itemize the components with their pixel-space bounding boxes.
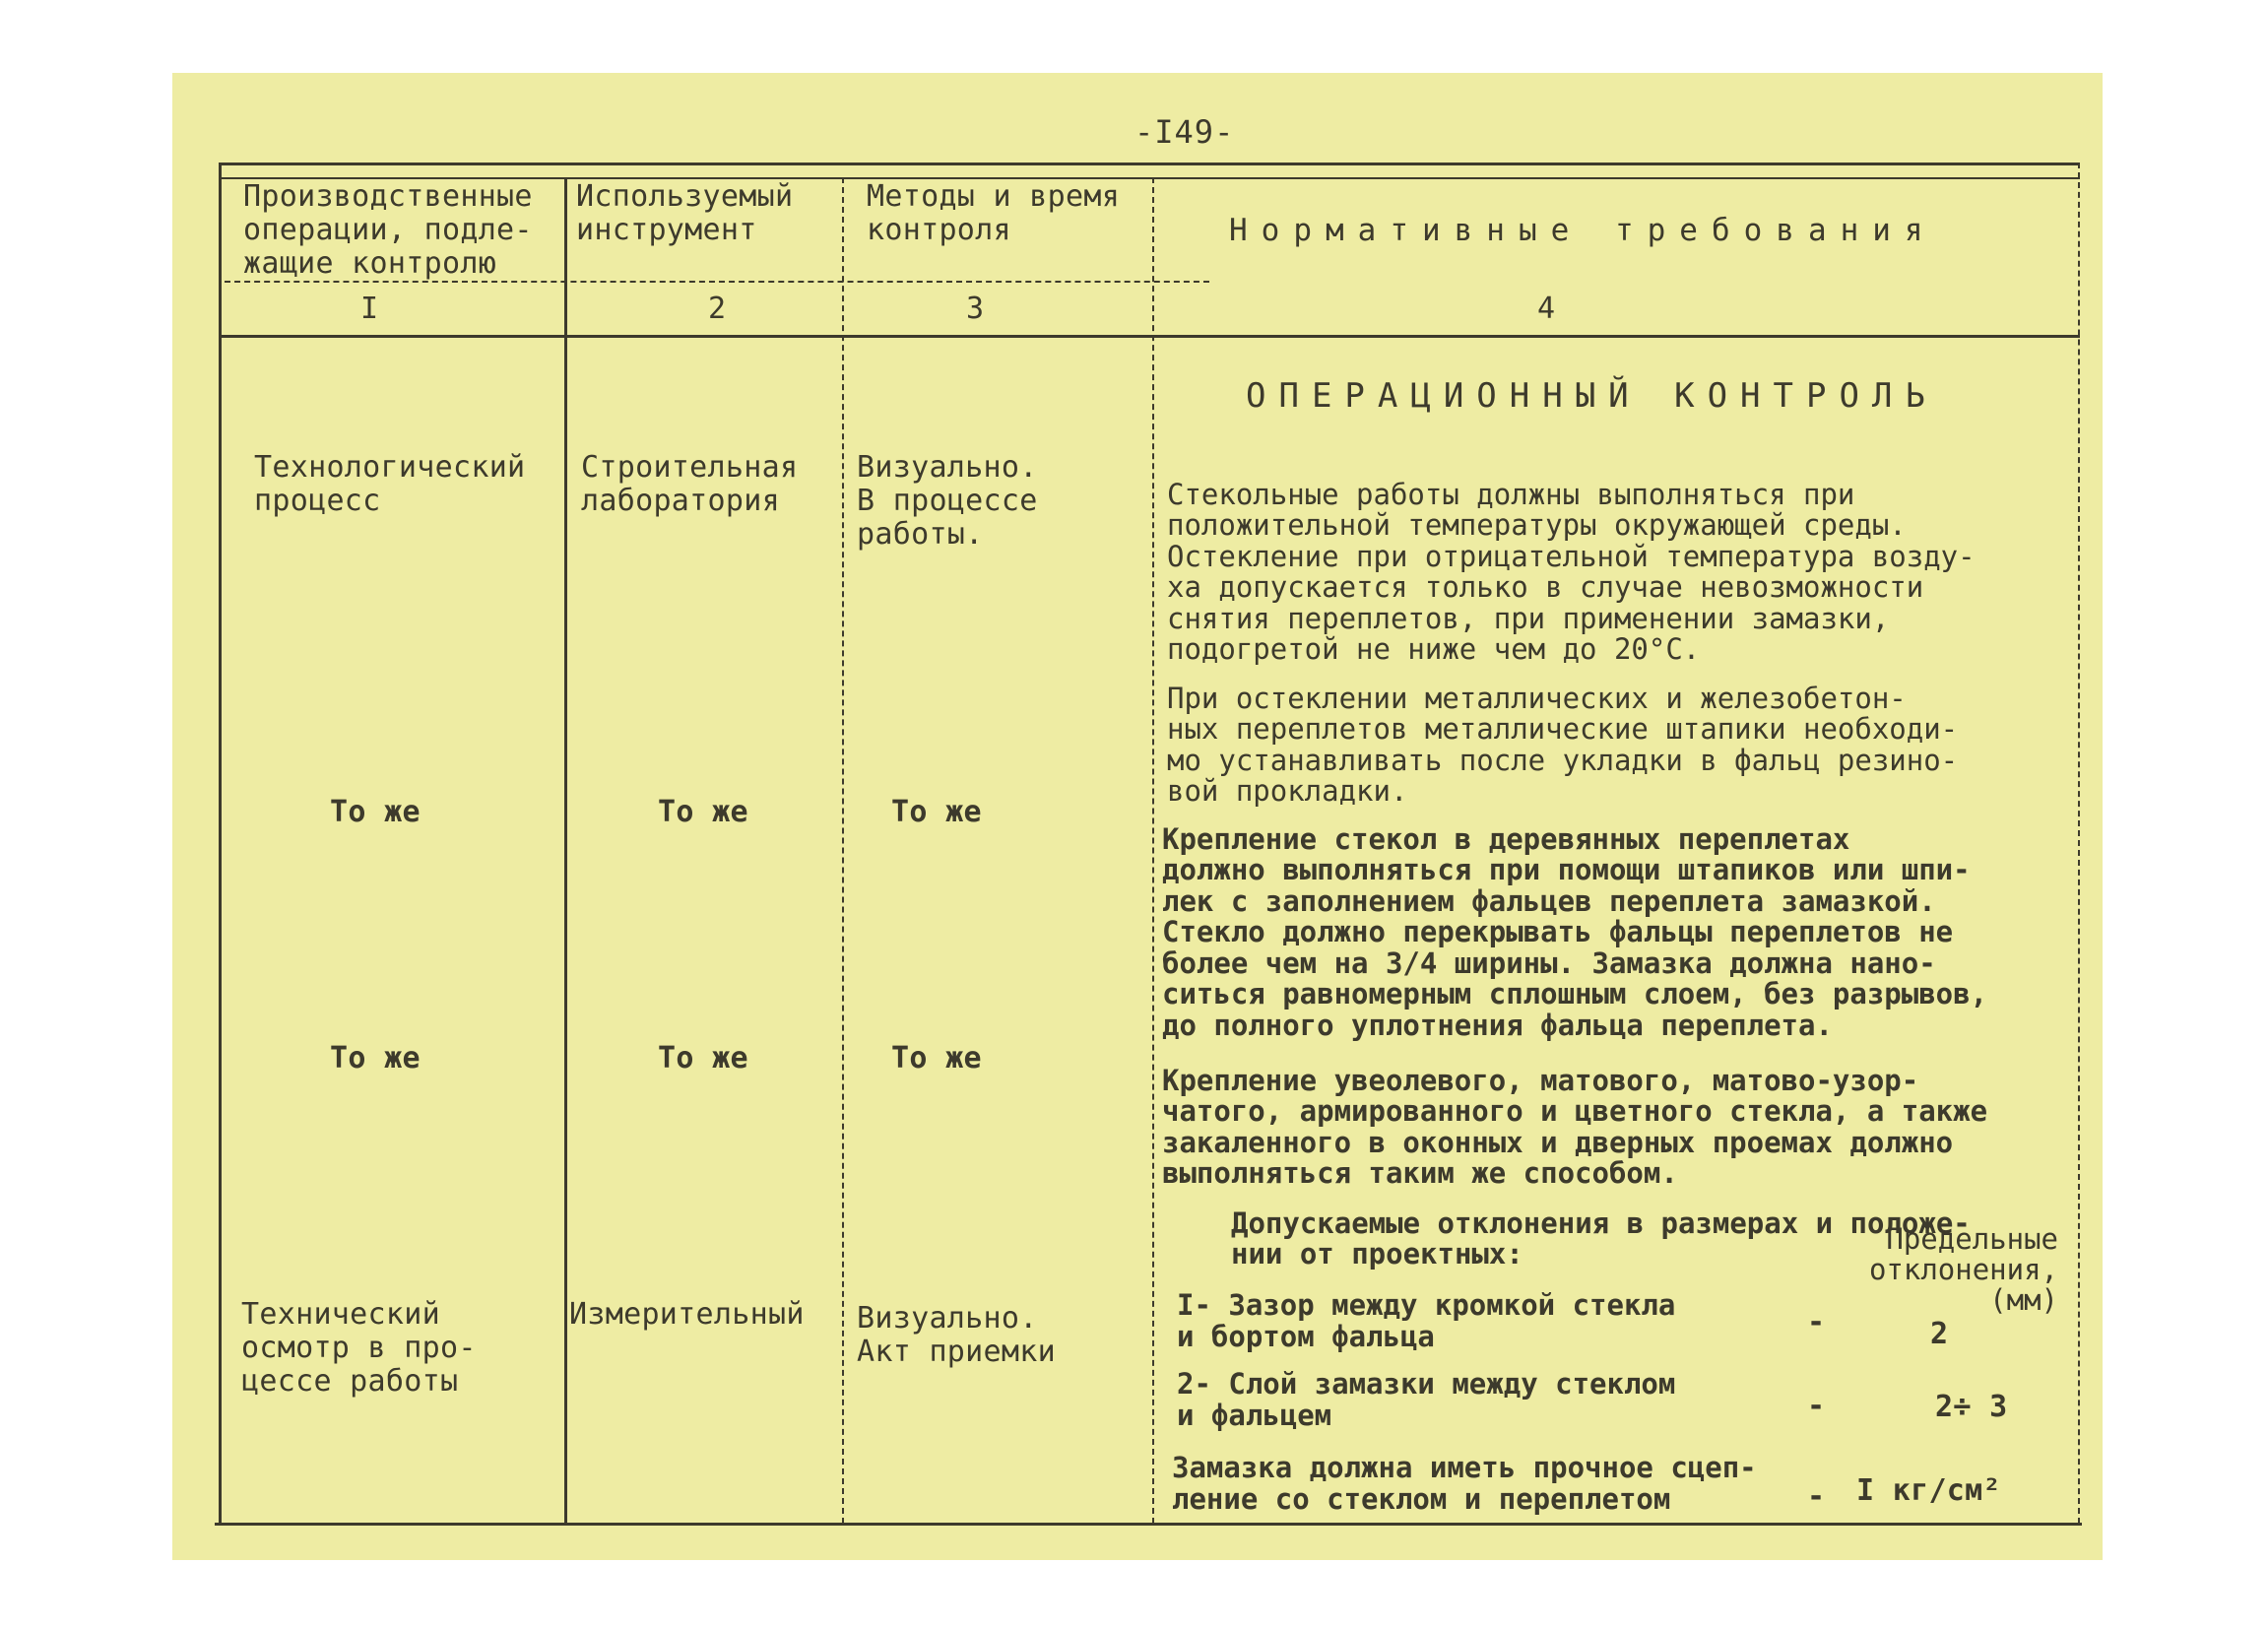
row-2-requirement — [1162, 793, 2048, 1073]
adhesion-dash: - — [1807, 1479, 1826, 1514]
row-1-instrument: Строительная лаборатория — [581, 450, 799, 518]
table-top-border — [219, 163, 2080, 165]
table-left-border — [219, 163, 222, 1524]
table-bottom-border — [215, 1523, 2082, 1526]
row-3-instrument: То же — [658, 1041, 748, 1075]
header-separator — [225, 281, 1209, 283]
deviation-item-2-value: 2÷ 3 — [1935, 1390, 2008, 1424]
page-number: -I49- — [1134, 113, 1235, 151]
row-2-instrument: То же — [658, 795, 748, 829]
row-2-method: То же — [891, 795, 982, 829]
column-number-4: 4 — [1536, 292, 1556, 326]
header-methods: Методы и время контроля — [867, 179, 1121, 247]
header-operations: Производственные операции, подле- жащие контролю — [243, 179, 533, 281]
table-right-border — [2078, 163, 2080, 1524]
row-1-method: Визуально. В процессе работы. — [857, 450, 1038, 552]
header-requirements: Нормативные требования — [1229, 213, 1937, 248]
section-title: ОПЕРАЦИОННЫЙ КОНТРОЛЬ — [1246, 376, 1938, 416]
column-divider-2 — [842, 177, 844, 1524]
column-number-1: I — [359, 292, 379, 326]
deviation-item-1-dash: - — [1807, 1305, 1826, 1339]
column-number-2: 2 — [707, 292, 727, 326]
row-3-requirement-text: Крепление увеолевого, матового, матово-узор- чатого, армированного и цветного стекла, а также закаленного в оконных и дверных проемах должно выполняться таким же способом. — [1162, 1063, 1988, 1190]
row-1-requirement-1-text: Стекольные работы должны выполняться при положительной температуры окружающей среды. Остекление при отрицательной температура возду- ха допускается только в случае невозможности снятия переплетов, при применении замазки, подогретой не ниже чем до 20°С. — [1167, 477, 1976, 666]
deviation-item-2: 2- Слой замазки между стеклом и фальцем — [1177, 1367, 1676, 1432]
row-4-operation: Технический осмотр в про- цессе работы — [241, 1297, 477, 1399]
row-3-method: То же — [891, 1041, 982, 1075]
column-divider-3 — [1152, 177, 1154, 1524]
deviations-intro-text: Допускаемые отклонения в размерах и положе- нии от проектных: — [1231, 1205, 1971, 1271]
row-4-method: Визуально. Акт приемки — [857, 1301, 1056, 1369]
row-4-instrument: Измерительный — [569, 1297, 805, 1332]
row-3-operation: То же — [330, 1041, 421, 1075]
row-1-operation: Технологический процесс — [254, 450, 526, 518]
row-2-requirement-text: Крепление стекол в деревянных переплетах должно выполняться при помощи штапиков или шпи- лек с заполнением фальцев переплета замазкой. Стекло должно перекрывать фальцы переплетов не более чем на 3/4 ширины. Замазка должна нано- ситься равномерным сплошным слоем, без разрывов, до полного уплотнения фальца переплета. — [1162, 821, 1988, 1042]
column-number-3: 3 — [965, 292, 985, 326]
tolerance-header: Предельные отклонения, (мм) — [1868, 1222, 2058, 1317]
deviation-item-1-value: 2 — [1930, 1317, 1949, 1351]
header-instrument: Используемый инструмент — [576, 179, 794, 247]
column-number-separator — [219, 335, 2080, 338]
adhesion-requirement: Замазка должна иметь прочное сцеп- ление со стеклом и переплетом — [1172, 1451, 1757, 1516]
row-2-operation: То же — [330, 795, 421, 829]
row-1-requirement-2-text: При остеклении металлических и железобетон- ных переплетов металлические штапики необходи- мо устанавливать после укладки в фальц резино- вой прокладки. — [1167, 681, 1959, 808]
deviation-item-2-dash: - — [1807, 1389, 1826, 1423]
deviation-item-1: I- Зазор между кромкой стекла и бортом фальца — [1177, 1288, 1676, 1353]
adhesion-value: I кг/см² — [1856, 1473, 2001, 1508]
column-divider-1 — [564, 177, 567, 1524]
